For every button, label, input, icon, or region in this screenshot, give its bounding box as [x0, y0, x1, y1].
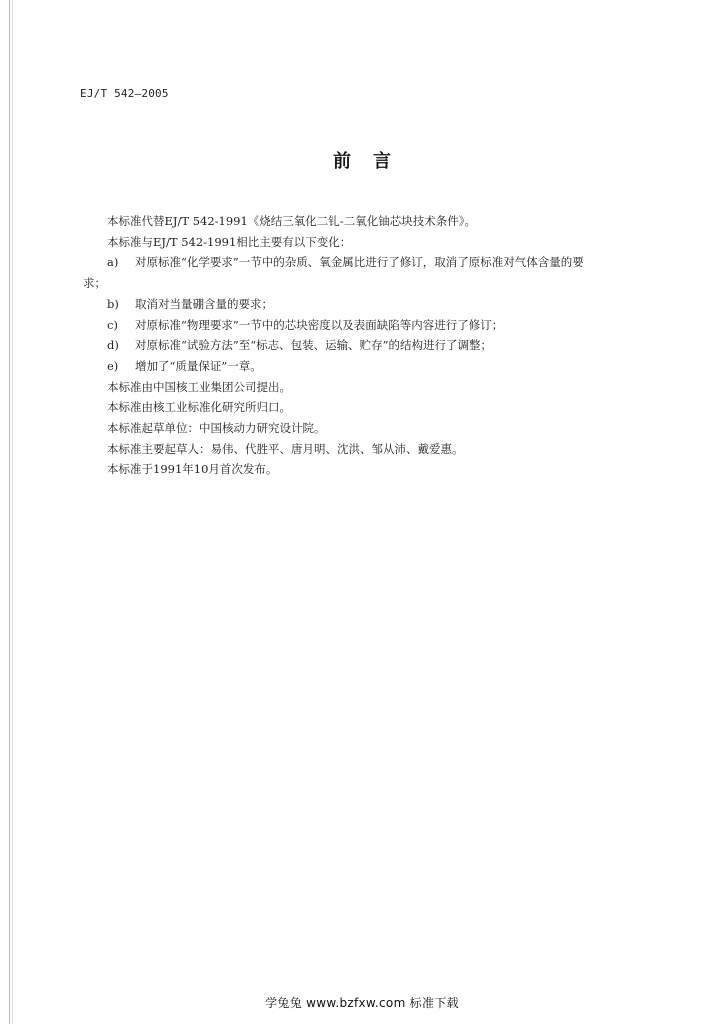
list-item-c [83, 315, 663, 336]
list-item-text: 对原标准“物理要求”一节中的芯块密度以及表面缺陷等内容进行了修订； [135, 317, 504, 332]
paragraph-replaces: 本标准代替EJ/T 542-1991《烧结三氧化二钆-二氧化铀芯块技术条件》。 [107, 214, 476, 228]
list-marker: c) [107, 317, 118, 332]
paragraph-first-published: 本标准于1991年10月首次发布。 [107, 462, 278, 477]
footer-watermark: 学兔兔 www.bzfxw.com 标准下载 [265, 996, 459, 1010]
paragraph-drafters: 本标准主要起草人：易伟、代胜平、唐月明、沈洪、邹从沛、戴爱惠。 [107, 441, 464, 456]
list-marker: b) [107, 296, 119, 311]
foreword-body [83, 211, 663, 480]
list-marker: a) [107, 255, 119, 270]
list-item-a [83, 252, 663, 273]
list-item-d [83, 335, 663, 356]
list-item-a-continuation: 求； [83, 276, 106, 291]
paragraph-proposed-by: 本标准由中国核工业集团公司提出。 [107, 379, 291, 394]
list-marker: e) [107, 358, 119, 373]
page-title: 前言 [333, 151, 413, 172]
list-item-text: 增加了“质量保证”一章。 [135, 358, 262, 373]
list-item-text: 取消对当量硼含量的要求； [135, 296, 273, 311]
paragraph-drafting-unit: 本标准起草单位：中国核动力研究设计院。 [107, 421, 326, 436]
list-item-e [83, 356, 663, 377]
list-item-text: 对原标准“化学要求”一节中的杂质、氧金属比进行了修订，取消了原标准对气体含量的要 [135, 255, 584, 270]
list-marker: d) [107, 338, 119, 353]
list-item-b [83, 294, 663, 315]
paragraph-changes-intro: 本标准与EJ/T 542-1991相比主要有以下变化： [107, 234, 352, 249]
list-item-text: 对原标准“试验方法”至“标志、包装、运输、贮存”的结构进行了调整； [135, 338, 493, 353]
standard-code: EJ/T 542—2005 [80, 87, 169, 100]
paragraph-managed-by: 本标准由核工业标准化研究所归口。 [107, 400, 291, 415]
